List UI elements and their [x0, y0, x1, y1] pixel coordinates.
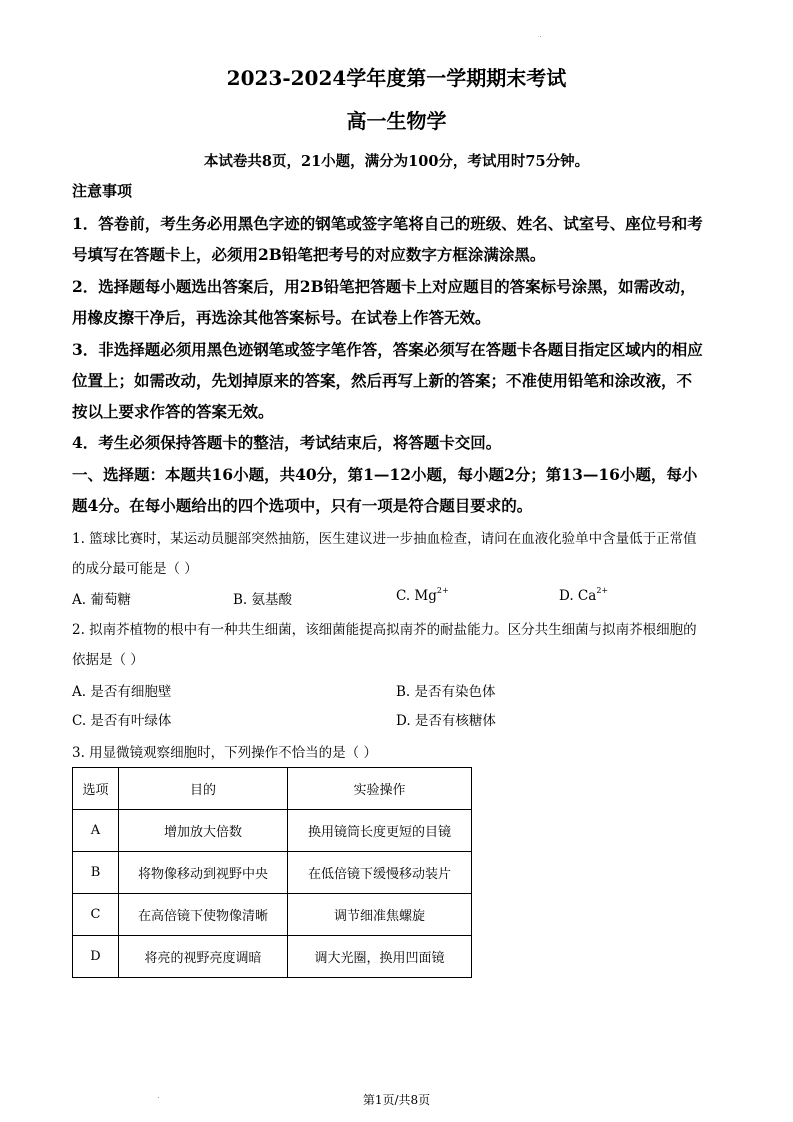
note-1-line-1: 1．答卷前，考生务必用黑色字迹的钢笔或签字笔将自己的班级、姓名、试室号、座位号和考 — [72, 214, 703, 233]
table-cell: D — [73, 936, 119, 978]
q2-option-b: B. 是否有染色体 — [396, 684, 496, 700]
q2-stem-line-2: 依据是（ ） — [72, 652, 144, 668]
table-cell: 调节细准焦螺旋 — [288, 894, 472, 936]
exam-summary: 本试卷共8页，21小题，满分为100分，考试用时75分钟。 — [203, 153, 590, 170]
table-cell: 将物像移动到视野中央 — [119, 852, 288, 894]
q1-stem-line-1: 1. 篮球比赛时，某运动员腿部突然抽筋，医生建议进一步抽血检查，请问在血液化验单中含量低于正常值 — [72, 531, 697, 547]
table-header-cell: 选项 — [73, 768, 119, 810]
section-1-line-2: 题4分。在每小题给出的四个选项中，只有一项是符合题目要求的。 — [72, 496, 533, 515]
subject-title: 高一生物学 — [346, 109, 447, 133]
table-cell: 调大光圈，换用凹面镜 — [288, 936, 472, 978]
table-row — [73, 894, 472, 936]
table-header-cell: 目的 — [119, 768, 288, 810]
q3-table — [72, 767, 472, 978]
table-row — [73, 810, 472, 852]
q1-option-a: A. 葡萄糖 — [72, 592, 131, 608]
table-cell: 将亮的视野亮度调暗 — [119, 936, 288, 978]
table-cell: 增加放大倍数 — [119, 810, 288, 852]
table-row — [73, 936, 472, 978]
note-3-line-3: 按以上要求作答的答案无效。 — [72, 402, 274, 421]
table-cell: C — [73, 894, 119, 936]
table-cell: B — [73, 852, 119, 894]
q2-option-a: A. 是否有细胞壁 — [72, 684, 172, 700]
table-row — [73, 852, 472, 894]
page-footer: 第1页/共8页 — [362, 1093, 431, 1107]
table-cell: 在高倍镜下使物像清晰 — [119, 894, 288, 936]
scan-speck — [540, 36, 541, 37]
q2-option-d: D. 是否有核糖体 — [396, 713, 496, 729]
q3-stem: 3. 用显微镜观察细胞时，下列操作不恰当的是（ ） — [72, 745, 377, 761]
exam-title: 2023-2024学年度第一学期期末考试 — [226, 66, 567, 90]
note-3-line-1: 3．非选择题必须用黑色迹钢笔或签字笔作答，答案必须写在答题卡各题目指定区域内的相应 — [72, 340, 703, 359]
note-2-line-2: 用橡皮擦干净后，再选涂其他答案标号。在试卷上作答无效。 — [72, 308, 491, 327]
note-2-line-1: 2．选择题每小题选出答案后，用2B铅笔把答题卡上对应题目的答案标号涂黑，如需改动， — [72, 277, 696, 296]
table-header-cell: 实验操作 — [288, 768, 472, 810]
notes-heading: 注意事项 — [72, 182, 133, 200]
table-cell: 在低倍镜下缓慢移动装片 — [288, 852, 472, 894]
note-3-line-2: 位置上；如需改动，先划掉原来的答案，然后再写上新的答案；不准使用铅笔和涂改液，不 — [72, 371, 693, 390]
q1-option-b: B. 氨基酸 — [233, 592, 293, 608]
q2-option-c: C. 是否有叶绿体 — [72, 713, 172, 729]
table-cell: 换用镜筒长度更短的目镜 — [288, 810, 472, 852]
section-1-line-1: 一、选择题：本题共16小题，共40分，第1—12小题，每小题2分；第13—16小题，每小 — [72, 465, 698, 484]
table-header-row — [73, 768, 472, 810]
q1-option-c: C. $Mg^{2+}$ — [396, 586, 449, 604]
q1-stem-line-2: 的成分最可能是（ ） — [72, 561, 198, 577]
table-cell: A — [73, 810, 119, 852]
q1-option-d: D. $Ca^{2+}$ — [559, 586, 609, 604]
q2-stem-line-1: 2. 拟南芥植物的根中有一种共生细菌，该细菌能提高拟南芥的耐盐能力。区分共生细菌与拟南芥根细胞的 — [72, 622, 697, 638]
note-1-line-2: 号填写在答题卡上，必须用2B铅笔把考号的对应数字方框涂满涂黑。 — [72, 245, 546, 264]
note-4-line-1: 4．考生必须保持答题卡的整洁，考试结束后，将答题卡交回。 — [72, 433, 502, 452]
